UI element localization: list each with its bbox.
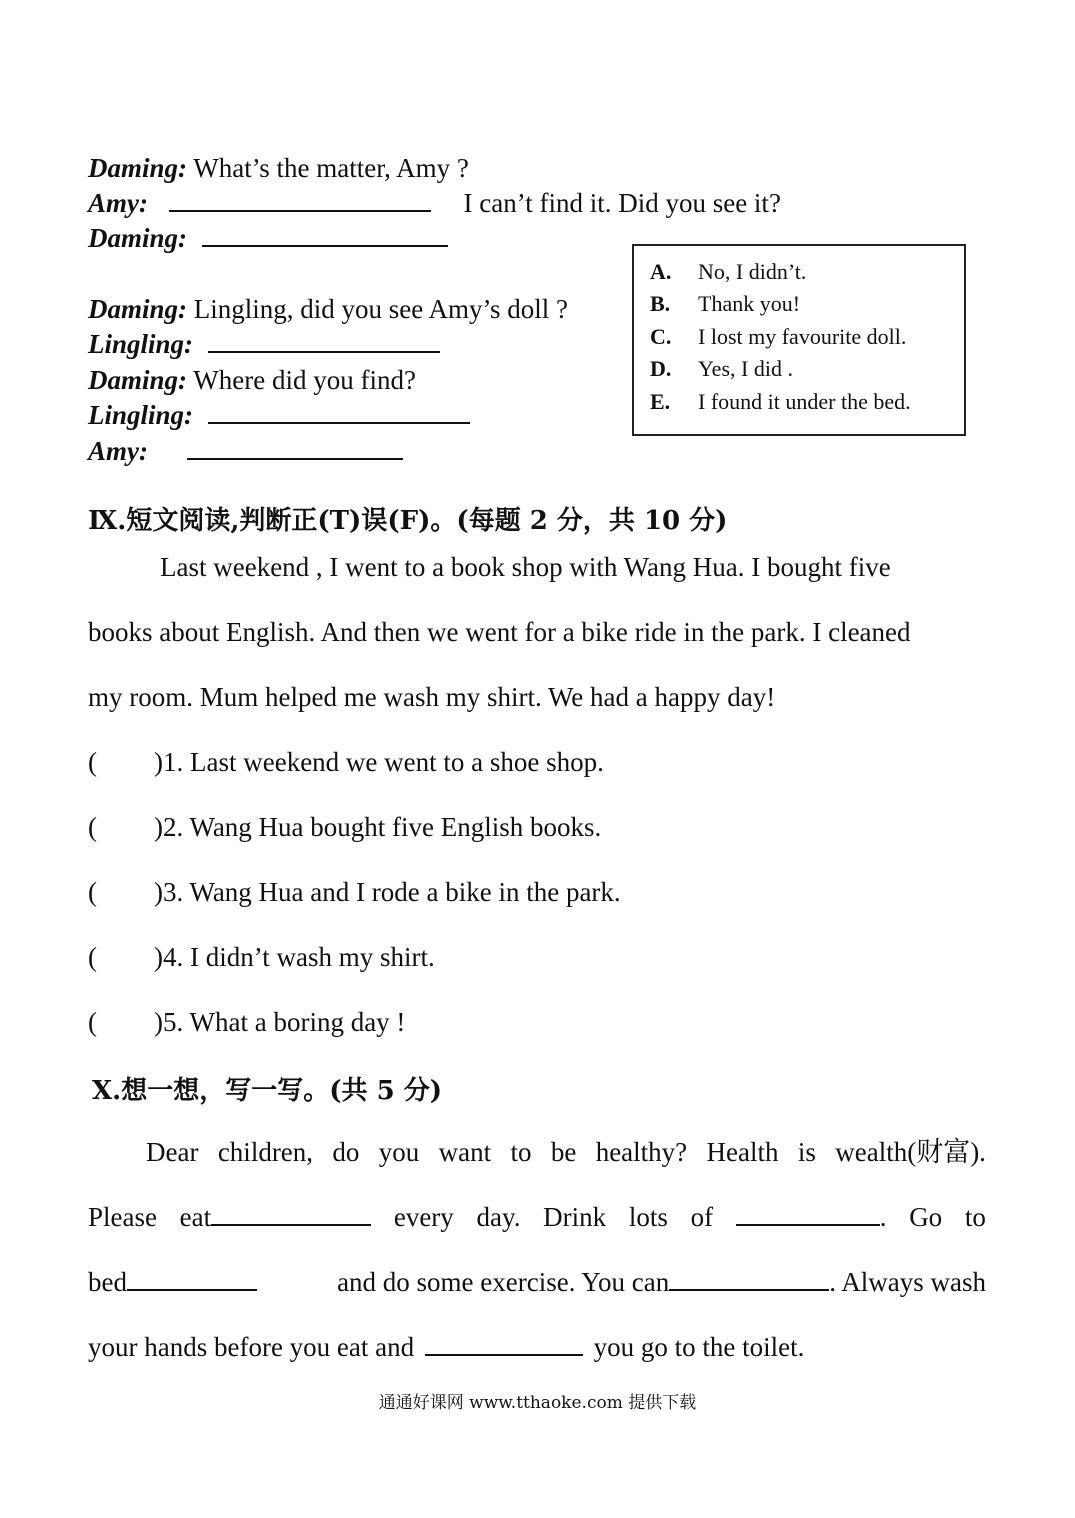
word: want: [438, 1137, 492, 1167]
option-a: [650, 258, 806, 286]
writing-line-1: [88, 1135, 986, 1169]
answer-blank[interactable]: [208, 398, 470, 424]
fill-blank[interactable]: [425, 1330, 583, 1356]
word: is: [797, 1137, 816, 1167]
option-text: No, I didn’t.: [698, 259, 807, 284]
word: children,: [217, 1137, 314, 1167]
option-text: I found it under the bed.: [698, 389, 911, 414]
question-4: [88, 940, 435, 974]
speaker-label: Amy:: [88, 188, 148, 218]
question-text: )2. Wang Hua bought five English books.: [154, 812, 602, 842]
dialogue-line-3: [88, 221, 448, 255]
writing-line-4: [88, 1330, 804, 1364]
option-e: [650, 388, 911, 416]
question-text: )3. Wang Hua and I rode a bike in the park.: [154, 877, 621, 907]
section-10-heading: Ⅹ.想一想，写一写。(共 5 分): [92, 1076, 443, 1106]
writing-line-2: [88, 1200, 986, 1234]
speaker-label: Daming:: [88, 153, 188, 183]
passage-line-2: books about English. And then we went for a bike ride in the park. I cleaned: [88, 617, 911, 647]
word: Drink: [543, 1202, 607, 1232]
fill-group: [180, 1200, 371, 1234]
speaker-label: Daming:: [88, 223, 188, 253]
word: of: [690, 1202, 714, 1232]
writing-line-3: [88, 1265, 986, 1299]
option-d: [650, 355, 793, 383]
answer-paren[interactable]: (: [88, 877, 97, 907]
option-text: Yes, I did .: [698, 356, 793, 381]
option-letter: B.: [650, 291, 671, 316]
answer-paren[interactable]: (: [88, 747, 97, 777]
footer-text: 通通好课网 www.tthaoke.com 提供下载: [378, 1393, 697, 1413]
option-text: I lost my favourite doll.: [698, 324, 907, 349]
passage-line-1: Last weekend , I went to a book shop with Wang Hua. I bought five: [160, 552, 891, 582]
word: be: [550, 1137, 577, 1167]
dialogue-line-6: [88, 363, 416, 397]
dialogue-text: Lingling, did you see Amy’s doll ?: [193, 294, 568, 324]
text: . Always wash: [829, 1267, 986, 1297]
question-text: )4. I didn’t wash my shirt.: [154, 942, 435, 972]
word: lots: [628, 1202, 668, 1232]
question-1: [88, 745, 604, 779]
answer-blank[interactable]: [169, 186, 431, 212]
text: your hands before you eat and: [88, 1332, 415, 1362]
speaker-label: Lingling:: [88, 400, 194, 430]
answer-blank[interactable]: [202, 221, 448, 247]
option-text: Thank you!: [698, 291, 801, 316]
option-letter: C.: [650, 324, 672, 349]
speaker-label: Amy:: [88, 436, 148, 466]
answer-blank[interactable]: [187, 434, 403, 460]
fill-blank[interactable]: [127, 1265, 257, 1291]
fill-group: [88, 1265, 257, 1299]
word: to: [964, 1202, 986, 1232]
text: you go to the toilet.: [593, 1332, 805, 1362]
dialogue-text: What’s the matter, Amy ?: [193, 153, 469, 183]
speaker-label: Daming:: [88, 365, 188, 395]
option-c: [650, 323, 906, 351]
option-letter: E.: [650, 389, 671, 414]
option-letter: D.: [650, 356, 672, 381]
speaker-label: Lingling:: [88, 329, 194, 359]
word: Health: [706, 1137, 779, 1167]
fill-blank[interactable]: [736, 1200, 880, 1226]
word: wealth(财富).: [835, 1137, 986, 1167]
speaker-label: Daming:: [88, 294, 188, 324]
dialogue-line-5: [88, 327, 440, 361]
option-b: [650, 290, 800, 318]
word: day.: [476, 1202, 521, 1232]
word: Go: [909, 1202, 943, 1232]
answer-paren[interactable]: (: [88, 1007, 97, 1037]
dialogue-line-8: [88, 434, 403, 468]
fill-blank[interactable]: [669, 1265, 829, 1291]
question-2: [88, 810, 601, 844]
word: Please: [88, 1202, 157, 1232]
dialogue-line-7: [88, 398, 470, 432]
dialogue-text: I can’t find it. Did you see it?: [463, 188, 781, 218]
question-3: [88, 875, 621, 909]
word: every: [393, 1202, 454, 1232]
answer-paren[interactable]: (: [88, 812, 97, 842]
word: to: [510, 1137, 532, 1167]
text: and do some exercise. You can: [337, 1267, 670, 1297]
option-letter: A.: [650, 259, 672, 284]
word: healthy?: [595, 1137, 688, 1167]
word: .: [879, 1202, 887, 1232]
passage-line-3: my room. Mum helped me wash my shirt. We had a happy day!: [88, 682, 776, 712]
dialogue-line-4: [88, 292, 568, 326]
fill-blank[interactable]: [211, 1200, 371, 1226]
options-box: [632, 244, 966, 436]
dialogue-line-2: [88, 186, 781, 220]
word: Dear: [146, 1137, 199, 1167]
word: eat: [179, 1202, 212, 1232]
question-5: [88, 1005, 405, 1039]
dialogue-text: Where did you find?: [193, 365, 416, 395]
dialogue-line-1: [88, 151, 469, 185]
section-9-heading: Ⅸ.短文阅读,判断正(T)误(F)。(每题 2 分，共 10 分): [88, 506, 728, 536]
answer-blank[interactable]: [208, 327, 440, 353]
word: do: [332, 1137, 360, 1167]
fill-group: [736, 1200, 887, 1234]
word: bed: [88, 1267, 127, 1297]
question-text: )1. Last weekend we went to a shoe shop.: [154, 747, 604, 777]
answer-paren[interactable]: (: [88, 942, 97, 972]
question-text: )5. What a boring day !: [154, 1007, 406, 1037]
fill-group: [337, 1265, 986, 1299]
word: you: [378, 1137, 420, 1167]
